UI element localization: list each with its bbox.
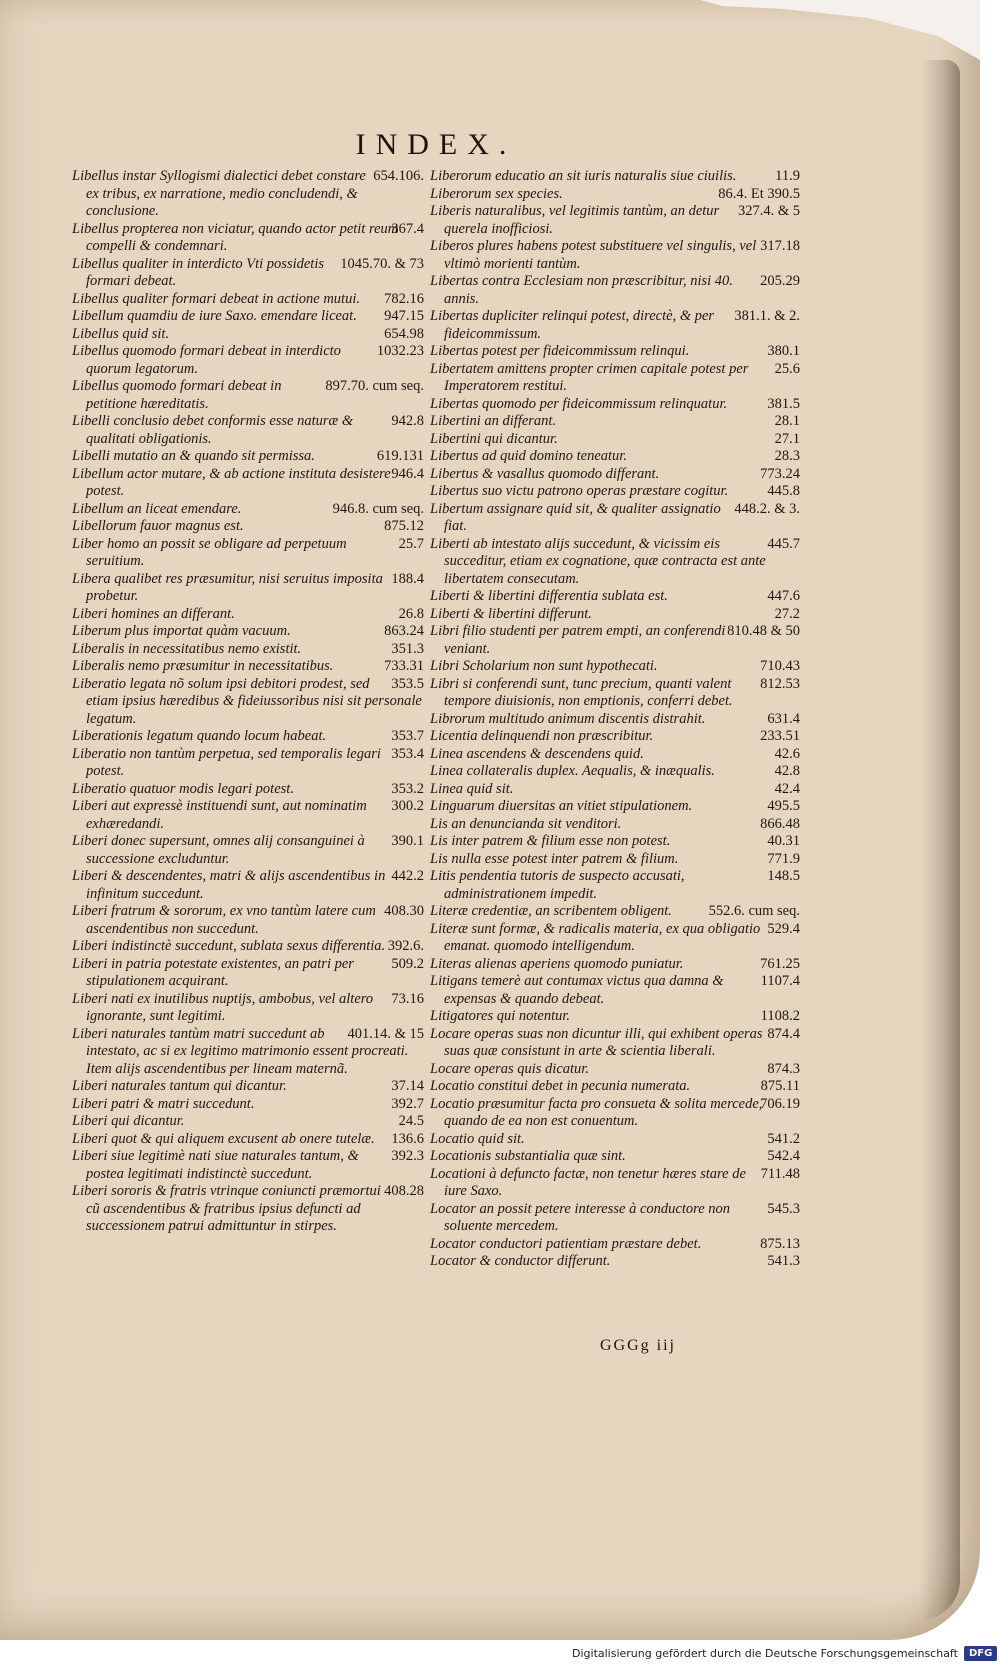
index-entry xyxy=(430,588,800,606)
page-reference: 381.1. & 2. xyxy=(734,308,800,324)
entry-text: Liberi homines an differant. xyxy=(72,605,235,622)
page-reference: 148.5 xyxy=(767,868,800,884)
index-entry xyxy=(430,1061,800,1079)
page-reference: 1107.4 xyxy=(760,973,800,989)
entry-text: Liberi naturales tantum qui dicantur. xyxy=(72,1078,287,1094)
entry-text: Libri si conferendi sunt, tunc precium, quanti valent tempore diuisionis, non emptionis, conferri debet. xyxy=(430,675,733,709)
page-reference: 351.3 xyxy=(391,640,424,657)
entry-text: Liberi naturales tantùm matri succedunt ab intestato, ac si ex legitimo matrimonio essent procreati. Item alijs ascendentibus per lineam maternã. xyxy=(72,1025,409,1077)
page-reference: 442.2 xyxy=(391,868,424,884)
index-column-right xyxy=(430,168,800,1271)
page-reference: 42.6 xyxy=(774,745,800,762)
page-reference: 1045.70. & 73 xyxy=(340,255,424,272)
page-reference: 552.6. cum seq. xyxy=(708,903,800,919)
entry-text: Liberi sororis & fratris vtrinque coniuncti præmortui cũ ascendentibus & fratribus ipsius defuncti ad successionem patrui admittuntur in stirpes. xyxy=(72,1183,381,1234)
page-reference: 946.4 xyxy=(391,465,424,482)
entry-text: Locare operas quis dicatur. xyxy=(430,1060,589,1077)
index-entry xyxy=(72,518,424,536)
page-reference: 706.19 xyxy=(760,1095,800,1112)
index-entry xyxy=(430,466,800,484)
index-entry xyxy=(72,291,424,309)
index-entry xyxy=(430,238,800,273)
index-entry xyxy=(430,186,800,204)
entry-text: Lis inter patrem & filium esse non potest. xyxy=(430,833,671,849)
entry-text: Libertus suo victu patrono operas præstare cogitur. xyxy=(430,483,729,499)
entry-text: Libellus quomodo formari debeat in interdicto quorum legatorum. xyxy=(72,343,341,377)
index-entry xyxy=(72,448,424,466)
entry-text: Literæ credentiæ, an scribentem obligent. xyxy=(430,903,672,919)
index-entry xyxy=(72,781,424,799)
entry-text: Litis pendentia tutoris de suspecto accusati, administrationem impedit. xyxy=(430,868,685,902)
index-entry xyxy=(430,273,800,308)
index-entry xyxy=(72,728,424,746)
entry-text: Liberationis legatum quando locum habeat. xyxy=(72,728,327,744)
entry-text: Liberalis in necessitatibus nemo existit. xyxy=(72,640,302,657)
index-entry xyxy=(72,798,424,833)
index-entry xyxy=(72,1183,424,1236)
entry-text: Licentia delinquendi non præscribitur. xyxy=(430,728,654,744)
page-reference: 24.5 xyxy=(398,1113,424,1129)
page-reference: 37.14 xyxy=(391,1078,424,1094)
page-reference: 810.48 & 50 xyxy=(727,623,800,639)
index-entry xyxy=(430,1026,800,1061)
entry-text: Liberi aut expressè instituendi sunt, aut nominatim exhæredandi. xyxy=(72,798,367,832)
page-reference: 392.6. xyxy=(387,938,424,954)
index-entry xyxy=(430,833,800,851)
entry-text: Liberti & libertini differentia sublata est. xyxy=(430,588,668,604)
page-reference: 42.4 xyxy=(774,780,800,797)
index-entry xyxy=(430,676,800,711)
page-reference: 392.7 xyxy=(391,1095,424,1112)
page-reference: 353.2 xyxy=(391,780,424,797)
page-reference: 866.48 xyxy=(760,815,800,832)
index-entry xyxy=(430,1078,800,1096)
index-entry xyxy=(72,746,424,781)
entry-text: Libertas dupliciter relinqui potest, directè, & per fideicommissum. xyxy=(430,308,715,342)
index-entry xyxy=(72,903,424,938)
page-reference: 381.5 xyxy=(767,395,800,412)
page-reference: 875.12 xyxy=(384,518,424,534)
page-reference: 42.8 xyxy=(774,763,800,779)
page-reference: 86.4. Et 390.5 xyxy=(718,185,800,202)
page-reference: 408.28 xyxy=(384,1183,424,1199)
index-entry xyxy=(72,868,424,903)
index-entry xyxy=(72,413,424,448)
page-reference: 875.11 xyxy=(760,1078,800,1094)
entry-text: Liberi in patria potestate existentes, an patri per stipulationem acquirant. xyxy=(72,955,354,989)
entry-text: Liberos plures habens potest substituere vel singulis, vel vltimò morienti tantùm. xyxy=(430,238,757,272)
page-reference: 27.1 xyxy=(774,430,800,447)
page-reference: 654.106. xyxy=(373,168,424,184)
page-reference: 40.31 xyxy=(767,833,800,849)
index-entry xyxy=(430,711,800,729)
entry-text: Liberalis nemo præsumitur in necessitatibus. xyxy=(72,658,334,674)
entry-text: Liberorum sex species. xyxy=(430,185,563,202)
page-reference: 300.2 xyxy=(391,798,424,814)
entry-text: Liberatio legata nõ solum ipsi debitori prodest, sed etiam ipsius hæredibus & fideiussoribus nisi sit personale legatum. xyxy=(72,675,422,727)
entry-text: Libelli conclusio debet conformis esse naturæ & qualitati obligationis. xyxy=(72,413,354,447)
index-entry xyxy=(72,1078,424,1096)
index-entry xyxy=(72,833,424,868)
index-entry xyxy=(430,1096,800,1131)
index-entry xyxy=(430,203,800,238)
index-entry xyxy=(72,676,424,729)
entry-text: Libri filio studenti per patrem empti, an conferendi veniant. xyxy=(430,623,726,657)
page-reference: 367.4 xyxy=(391,220,424,237)
index-entry xyxy=(430,483,800,501)
entry-text: Libellus qualiter formari debeat in actione mutui. xyxy=(72,290,360,307)
page-reference: 73.16 xyxy=(391,990,424,1007)
index-entry xyxy=(72,606,424,624)
index-entry xyxy=(72,991,424,1026)
entry-text: Liberti ab intestato alijs succedunt, & vicissim eis succeditur, etiam ex cognatione, quæ contracta est ante libertatem consecutam. xyxy=(430,535,766,587)
index-entry xyxy=(72,641,424,659)
index-entry xyxy=(430,1148,800,1166)
entry-text: Libertum assignare quid sit, & qualiter assignatio fiat. xyxy=(430,500,721,534)
page-reference: 353.4 xyxy=(391,745,424,762)
index-entry xyxy=(72,1096,424,1114)
entry-text: Liberi qui dicantur. xyxy=(72,1113,185,1129)
page-reference: 390.1 xyxy=(391,833,424,849)
entry-text: Liberi siue legitimè nati siue naturales tantum, & postea legitimati indistinctè succedunt. xyxy=(72,1148,359,1182)
index-entry xyxy=(430,606,800,624)
entry-text: Libellum quamdiu de iure Saxo. emendare liceat. xyxy=(72,308,357,324)
page-reference: 445.7 xyxy=(767,535,800,552)
index-entry xyxy=(430,431,800,449)
entry-text: Liberatio quatuor modis legari potest. xyxy=(72,780,294,797)
entry-text: Liberi donec supersunt, omnes alij consanguinei à successione excluduntur. xyxy=(72,833,365,867)
index-entry xyxy=(430,623,800,658)
entry-text: Libertas potest per fideicommissum relinqui. xyxy=(430,343,690,359)
entry-text: Libri Scholarium non sunt hypothecati. xyxy=(430,658,658,674)
entry-text: Lis an denuncianda sit venditori. xyxy=(430,815,622,832)
index-entry xyxy=(430,1008,800,1026)
index-entry xyxy=(430,763,800,781)
index-entry xyxy=(430,746,800,764)
entry-text: Libertatem amittens propter crimen capitale potest per Imperatorem restitui. xyxy=(430,360,749,394)
page-reference: 541.3 xyxy=(767,1253,800,1269)
index-entry xyxy=(430,1131,800,1149)
page-reference: 863.24 xyxy=(384,623,424,639)
page-reference: 542.4 xyxy=(767,1148,800,1164)
entry-text: Libertini qui dicantur. xyxy=(430,430,558,447)
entry-text: Litigans temerè aut contumax victus qua damna & expensas & quando debeat. xyxy=(430,973,724,1007)
page-reference: 946.8. cum seq. xyxy=(332,500,424,517)
page-reference: 711.48 xyxy=(760,1165,800,1182)
page-reference: 380.1 xyxy=(767,343,800,359)
page-edge xyxy=(920,60,960,1620)
page-reference: 1108.2 xyxy=(760,1008,800,1024)
entry-text: Liberorum educatio an sit iuris naturalis siue ciuilis. xyxy=(430,168,737,184)
entry-text: Linea quid sit. xyxy=(430,780,514,797)
index-entry xyxy=(72,378,424,413)
entry-text: Libertus ad quid domino teneatur. xyxy=(430,448,627,464)
entry-text: Literæ sunt formæ, & radicalis materia, ex qua obligatio emanat. quomodo intelligendum. xyxy=(430,920,761,954)
page-reference: 28.1 xyxy=(774,413,800,429)
page-reference: 947.15 xyxy=(384,308,424,324)
index-entry xyxy=(430,868,800,903)
page-reference: 392.3 xyxy=(391,1148,424,1164)
entry-text: Locare operas suas non dicuntur illi, qui exhibent operas suas quæ consistunt in arte & scientia liberali. xyxy=(430,1025,763,1059)
page-reference: 447.6 xyxy=(767,588,800,604)
entry-text: Linea collateralis duplex. Aequalis, & inæqualis. xyxy=(430,763,715,779)
page-reference: 408.30 xyxy=(384,903,424,919)
index-entry xyxy=(430,1201,800,1236)
page-reference: 874.4 xyxy=(767,1025,800,1042)
page-reference: 448.2. & 3. xyxy=(734,500,800,517)
index-entry xyxy=(430,413,800,431)
entry-text: Liberis naturalibus, vel legitimis tantùm, an detur querela inofficiosi. xyxy=(430,203,720,237)
index-entry xyxy=(430,798,800,816)
entry-text: Locationis substantialia quæ sint. xyxy=(430,1148,626,1164)
index-entry xyxy=(72,256,424,291)
index-entry xyxy=(72,938,424,956)
entry-text: Locator conductori patientiam præstare debet. xyxy=(430,1235,702,1252)
page-reference: 136.6 xyxy=(391,1130,424,1147)
entry-text: Liberti & libertini differunt. xyxy=(430,605,592,622)
index-entry xyxy=(72,571,424,606)
page-reference: 401.14. & 15 xyxy=(347,1025,424,1042)
signature-mark: GGGg iij xyxy=(600,1337,676,1354)
entry-text: Liberi quot & qui aliquem excusent ab onere tutelæ. xyxy=(72,1130,375,1147)
entry-text: Liberi & descendentes, matri & alijs ascendentibus in infinitum succedunt. xyxy=(72,868,386,902)
index-entry xyxy=(430,501,800,536)
page-reference: 541.2 xyxy=(767,1130,800,1147)
index-column-left xyxy=(72,168,424,1236)
entry-text: Libertini an differant. xyxy=(430,413,557,429)
index-entry xyxy=(430,343,800,361)
index-entry xyxy=(72,1113,424,1131)
entry-text: Libelli mutatio an & quando sit permissa. xyxy=(72,448,315,464)
index-entry xyxy=(430,973,800,1008)
index-entry xyxy=(430,448,800,466)
index-entry xyxy=(72,658,424,676)
page-reference: 327.4. & 5 xyxy=(737,203,800,219)
entry-text: Libellus propterea non viciatur, quando actor petit reum compelli & condemnari. xyxy=(72,220,399,254)
index-entry xyxy=(72,466,424,501)
entry-text: Liber homo an possit se obligare ad perpetuum seruitium. xyxy=(72,535,347,569)
entry-text: Libellorum fauor magnus est. xyxy=(72,518,244,534)
page-reference: 771.9 xyxy=(767,850,800,867)
entry-text: Litigatores qui notentur. xyxy=(430,1008,571,1024)
entry-text: Librorum multitudo animum discentis distrahit. xyxy=(430,710,706,727)
page-reference: 874.3 xyxy=(767,1060,800,1077)
page-reference: 654.98 xyxy=(384,325,424,342)
index-entry xyxy=(430,396,800,414)
entry-text: Locationi à defuncto factæ, non tenetur hæres stare de iure Saxo. xyxy=(430,1165,746,1199)
page-reference: 1032.23 xyxy=(376,343,424,359)
entry-text: Liberi nati ex inutilibus nuptijs, ambobus, vel altero ignorante, sunt legitimi. xyxy=(72,990,374,1024)
page-reference: 619.131 xyxy=(376,448,424,464)
entry-text: Libellum actor mutare, & ab actione instituta desistere potest. xyxy=(72,465,391,499)
credit-text: Digitalisierung gefördert durch die Deutsche Forschungsgemeinschaft xyxy=(572,1646,958,1660)
index-entry xyxy=(72,168,424,221)
entry-text: Linea ascendens & descendens quid. xyxy=(430,745,644,762)
index-entry xyxy=(430,1253,800,1271)
page-reference: 188.4 xyxy=(391,570,424,587)
entry-text: Lis nulla esse potest inter patrem & filium. xyxy=(430,850,679,867)
entry-text: Liberi fratrum & sororum, ex vno tantùm latere cum ascendentibus non succedunt. xyxy=(72,903,376,937)
index-entry xyxy=(430,851,800,869)
index-entry xyxy=(430,816,800,834)
page-reference: 773.24 xyxy=(760,465,800,482)
page-reference: 445.8 xyxy=(767,483,800,499)
index-entry xyxy=(430,168,800,186)
page-reference: 761.25 xyxy=(760,955,800,972)
page-reference: 812.53 xyxy=(760,675,800,692)
entry-text: Libellus quid sit. xyxy=(72,325,170,342)
entry-text: Locator an possit petere interesse à conductore non soluente mercedem. xyxy=(430,1200,731,1234)
entry-text: Libellus qualiter in interdicto Vti possidetis formari debeat. xyxy=(72,255,325,289)
page-reference: 25.6 xyxy=(774,360,800,377)
page-reference: 28.3 xyxy=(774,448,800,464)
index-entry xyxy=(72,343,424,378)
page-reference: 710.43 xyxy=(760,658,800,674)
page-reference: 495.5 xyxy=(767,798,800,814)
page-header: INDEX. xyxy=(355,128,517,161)
torn-corner xyxy=(700,0,980,60)
page-reference: 942.8 xyxy=(391,413,424,429)
page-reference: 27.2 xyxy=(774,605,800,622)
page-reference: 733.31 xyxy=(384,658,424,674)
index-entry xyxy=(72,1148,424,1183)
entry-text: Liberi indistinctè succedunt, sublata sexus differentia. xyxy=(72,938,386,954)
index-entry xyxy=(430,781,800,799)
entry-text: Liberi patri & matri succedunt. xyxy=(72,1095,255,1112)
index-entry xyxy=(430,728,800,746)
page-reference: 545.3 xyxy=(767,1200,800,1217)
page-reference: 317.18 xyxy=(760,238,800,254)
page-reference: 11.9 xyxy=(775,168,800,184)
index-entry xyxy=(72,623,424,641)
page-reference: 529.4 xyxy=(767,920,800,937)
entry-text: Libellum an liceat emendare. xyxy=(72,500,242,517)
entry-text: Libera qualibet res præsumitur, nisi seruitus imposita probetur. xyxy=(72,570,383,604)
page-reference: 353.7 xyxy=(391,728,424,744)
index-entry xyxy=(430,361,800,396)
index-entry xyxy=(430,921,800,956)
entry-text: Locatio quid sit. xyxy=(430,1130,525,1147)
page-reference: 875.13 xyxy=(760,1235,800,1252)
index-entry xyxy=(430,1236,800,1254)
page-reference: 25.7 xyxy=(398,535,424,552)
index-entry xyxy=(72,956,424,991)
entry-text: Libellus quomodo formari debeat in petitione hæreditatis. xyxy=(72,378,282,412)
page-reference: 509.2 xyxy=(391,955,424,972)
page-reference: 353.5 xyxy=(391,675,424,692)
entry-text: Libertas contra Ecclesiam non præscribitur, nisi 40. annis. xyxy=(430,273,733,307)
page-reference: 205.29 xyxy=(760,273,800,289)
page-reference: 897.70. cum seq. xyxy=(325,378,424,394)
index-entry xyxy=(430,536,800,589)
index-entry xyxy=(72,1131,424,1149)
digitization-credit xyxy=(572,1642,1000,1664)
page-reference: 782.16 xyxy=(384,290,424,307)
page-reference: 233.51 xyxy=(760,728,800,744)
index-entry xyxy=(72,221,424,256)
entry-text: Liberatio non tantùm perpetua, sed temporalis legari potest. xyxy=(72,745,381,779)
entry-text: Locatio præsumitur facta pro consueta & solita mercede, quando de ea non est conuentum. xyxy=(430,1095,763,1129)
page-reference: 26.8 xyxy=(398,605,424,622)
entry-text: Locator & conductor differunt. xyxy=(430,1253,611,1269)
index-entry xyxy=(430,658,800,676)
index-entry xyxy=(72,326,424,344)
index-entry xyxy=(72,1026,424,1079)
index-entry xyxy=(430,903,800,921)
dfg-logo: DFG xyxy=(964,1646,997,1661)
index-entry xyxy=(72,536,424,571)
entry-text: Liberum plus importat quàm vacuum. xyxy=(72,623,291,639)
index-entry xyxy=(430,956,800,974)
entry-text: Locatio constitui debet in pecunia numerata. xyxy=(430,1078,691,1094)
index-entry xyxy=(72,501,424,519)
page-reference: 631.4 xyxy=(767,710,800,727)
index-entry xyxy=(430,308,800,343)
entry-text: Literas alienas aperiens quomodo puniatur. xyxy=(430,955,684,972)
entry-text: Libellus instar Syllogismi dialectici debet constare ex tribus, ex narratione, medio concludendi, & conclusione. xyxy=(72,168,366,219)
index-entry xyxy=(72,308,424,326)
entry-text: Libertus & vasallus quomodo differant. xyxy=(430,465,660,482)
index-entry xyxy=(430,1166,800,1201)
entry-text: Linguarum diuersitas an vitiet stipulationem. xyxy=(430,798,693,814)
entry-text: Libertas quomodo per fideicommissum relinquatur. xyxy=(430,395,728,412)
